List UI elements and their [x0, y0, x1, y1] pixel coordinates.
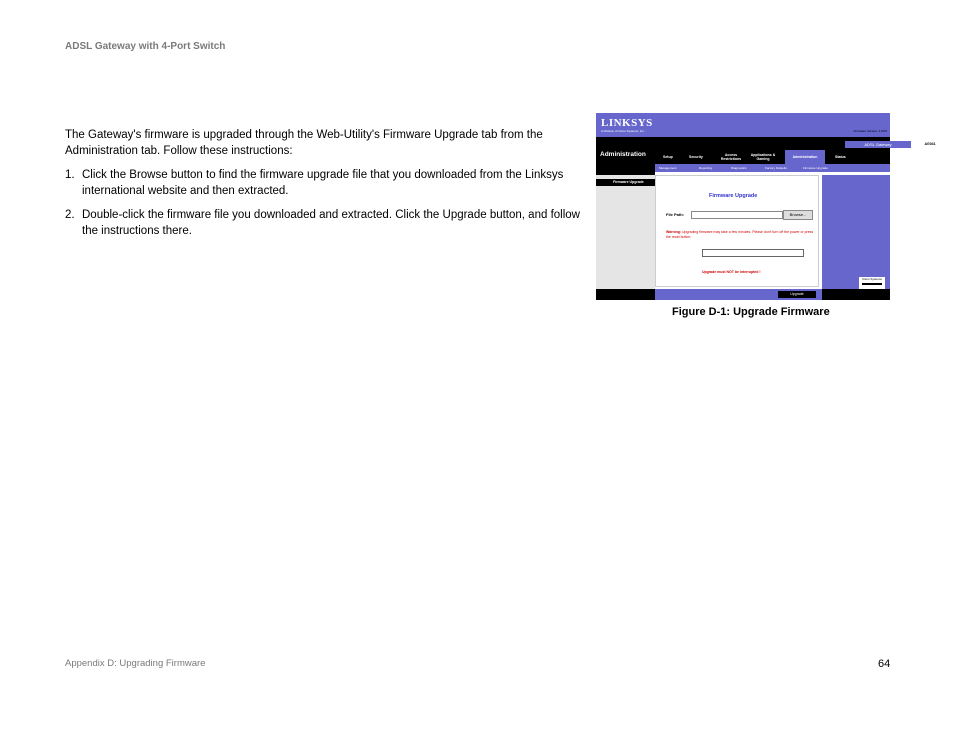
step-text: Click the Browse button to find the firmware upgrade file that you downloaded from the Linksys international website and then extracted.: [82, 169, 564, 197]
intro-paragraph: The Gateway's firmware is upgraded through the Web-Utility's Firmware Upgrade tab from the Administration tab. Follow these instructions:: [65, 129, 543, 157]
step-number: 2.: [65, 209, 75, 221]
sub-tabs: [655, 164, 890, 172]
form-title: Firmware Upgrade: [709, 193, 758, 199]
tab-security[interactable]: Security: [689, 155, 703, 159]
section-block: [596, 137, 655, 175]
model-number: AG041: [911, 141, 949, 148]
tab-access-restrictions[interactable]: Access Restrictions: [720, 153, 742, 161]
page-number: 64: [878, 658, 891, 670]
firmware-upgrade-screenshot: [596, 113, 936, 300]
progress-bar: [702, 249, 804, 257]
upgrade-button[interactable]: Upgrade: [778, 291, 816, 298]
main-tabs: [655, 150, 890, 164]
browse-button[interactable]: Browse...: [783, 210, 813, 220]
left-panel: [596, 175, 655, 300]
subtab-firmware-upgrade[interactable]: Firmware Upgrade: [803, 166, 828, 170]
step-1: [65, 167, 595, 199]
subtab-diagnostics[interactable]: Diagnostics: [731, 166, 747, 170]
left-heading: Firmware Upgrade: [613, 180, 644, 184]
product-bar: [655, 137, 936, 150]
tab-status[interactable]: Status: [835, 155, 846, 159]
warning-label: Warning:: [666, 230, 682, 234]
tab-administration[interactable]: Administration: [785, 150, 825, 164]
warning-message: [666, 230, 816, 240]
firmware-version: Firmware Version: 1.00.5: [853, 129, 887, 133]
no-interrupt-notice: Upgrade must NOT be interrupted !: [702, 270, 761, 274]
cisco-label: Cisco Systems: [862, 277, 882, 281]
tab-setup[interactable]: Setup: [663, 155, 673, 159]
warning-text: Upgrading firmware may take a few minutes. Please don't turn off the power or press the reset button.: [666, 230, 814, 239]
subtab-management[interactable]: Management: [659, 166, 677, 170]
screenshot-top-bar: [596, 113, 890, 137]
step-number: 1.: [65, 169, 75, 181]
subtab-factory-defaults[interactable]: Factory Defaults: [765, 166, 787, 170]
step-text: Double-click the firmware file you downloaded and extracted. Click the Upgrade button, and follow the instructions there.: [82, 209, 580, 237]
linksys-logo: LINKSYS: [601, 117, 653, 129]
document-header: ADSL Gateway with 4-Port Switch: [65, 41, 226, 52]
tab-applications-gaming[interactable]: Applications & Gaming: [750, 153, 776, 161]
left-heading-bar: [596, 179, 655, 186]
section-title: Administration: [600, 151, 646, 158]
figure-caption: Figure D-1: Upgrade Firmware: [672, 306, 830, 318]
file-path-input[interactable]: [691, 211, 783, 219]
file-path-label: File Path:: [666, 212, 685, 217]
footer-section: Appendix D: Upgrading Firmware: [65, 658, 206, 669]
step-2: [65, 207, 595, 239]
subtab-reporting[interactable]: Reporting: [699, 166, 713, 170]
product-name: ADSL Gateway: [845, 141, 911, 148]
logo-subtitle: A Division of Cisco Systems, Inc.: [601, 129, 645, 133]
